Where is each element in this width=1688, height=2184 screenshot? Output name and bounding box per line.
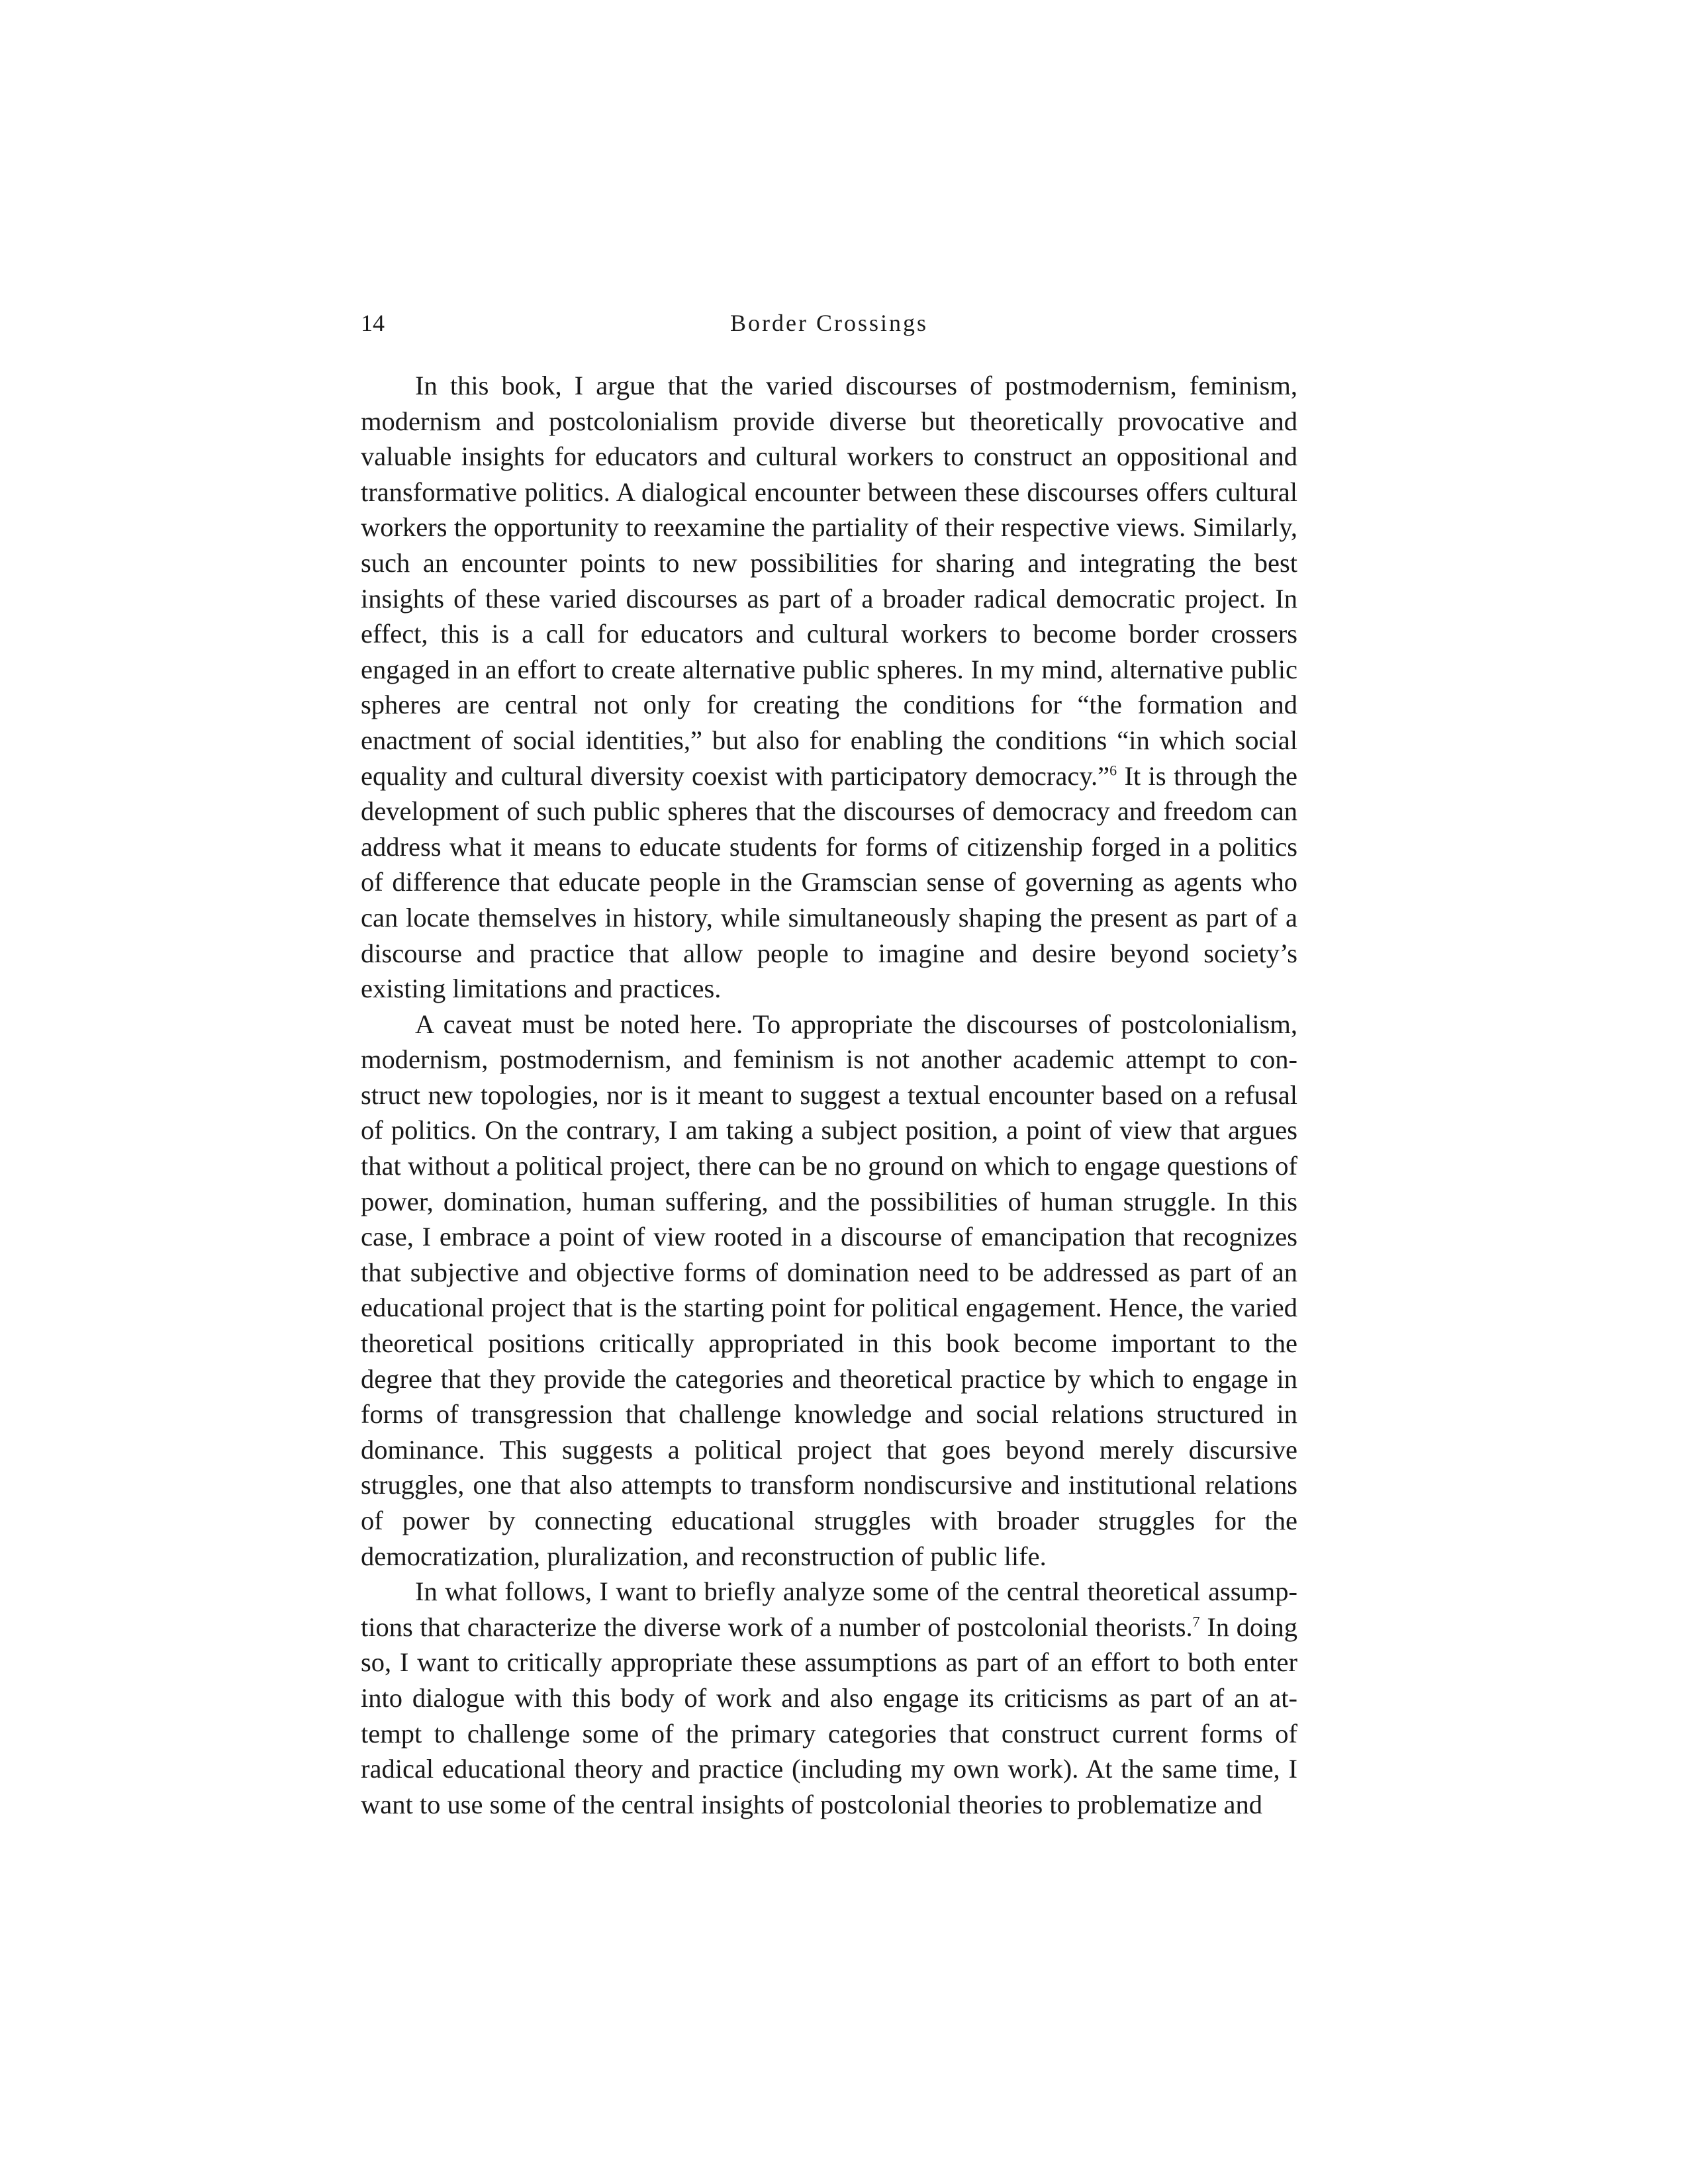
footnote-ref-7: 7: [1192, 1613, 1200, 1630]
paragraph-1: [361, 368, 1297, 1007]
body-text: [361, 368, 1297, 1822]
running-title: Border Crossings: [730, 310, 928, 336]
paragraph-1-text-b: It is through the development of such public spheres that the discourses of democracy and freedom can address what it means to educate students for forms of citizenship forged in a politics of difference that educate people in the Gramscian sense of governing as agents who can locate themselves in history, while simultaneously shaping the present as part of a discourse and practice that allow people to imagine and desire beyond society’s existing limitations and practices.: [361, 760, 1297, 1004]
paragraph-3: [361, 1574, 1297, 1822]
paragraph-2: A caveat must be noted here. To appropriate the discourses of postcolonialism, modernism, postmodernism, and feminism is not another academic attempt to construct new topologies, nor is it meant to suggest a textual encounter based on a refusal of politics. On the contrary, I am taking a subject position, a point of view that argues that without a political project, there can be no ground on which to engage questions of power, domination, human suffering, and the possibilities of human struggle. In this case, I embrace a point of view rooted in a discourse of emancipation that recognizes that subjective and objective forms of domination need to be addressed as part of an educational project that is the starting point for political engagement. Hence, the varied theoretical positions critically appropriated in this book become important to the degree that they provide the categories and theoretical practice by which to engage in forms of transgression that challenge knowledge and social relations structured in dominance. This suggests a political project that goes beyond merely discursive struggles, one that also attempts to transform nondiscursive and institutional relations of power by connecting educational struggles with broader struggles for the democratization, pluralization, and reconstruction of public life.: [361, 1009, 1297, 1571]
paragraph-1-text-a: In this book, I argue that the varied discourses of postmodernism, feminism, modernism and postcolonialism provide diverse but theoretically provocative and valuable insights for educators and cultural workers to construct an oppositional and transformative politics. A dialogical encounter between these discourses offers cultural workers the opportunity to reexamine the partiality of their respective views. Similarly, such an encounter points to new possibilities for sharing and integrating the best insights of these varied discourses as part of a broader radical democratic project. In effect, this is a call for educators and cultural workers to become border crossers engaged in an effort to create alternative public spheres. In my mind, alternative public spheres are central not only for creating the conditions for “the formation and enactment of social identities,” but also for enabling the conditions “in which social equality and cultural diversity coexist with participatory democracy.”: [361, 371, 1297, 791]
footnote-ref-6: 6: [1109, 762, 1117, 779]
paragraph-3-text-b: In doing so, I want to critically appropriate these assumptions as part of an effort to both enter into dialogue with this body of work and also engage its criticisms as part of an attempt to challenge some of the primary categories that construct current forms of radical educational theory and practice (including my own work). At the same time, I want to use some of the central insights of postcolonial theories to problematize and: [361, 1612, 1297, 1819]
page-number: 14: [361, 310, 385, 336]
running-head: [361, 303, 1297, 343]
paragraph-3-text-a: In what follows, I want to briefly analyze some of the central theoretical assumptions that characterize the diverse work of a number of postcolonial theorists.: [361, 1576, 1297, 1642]
